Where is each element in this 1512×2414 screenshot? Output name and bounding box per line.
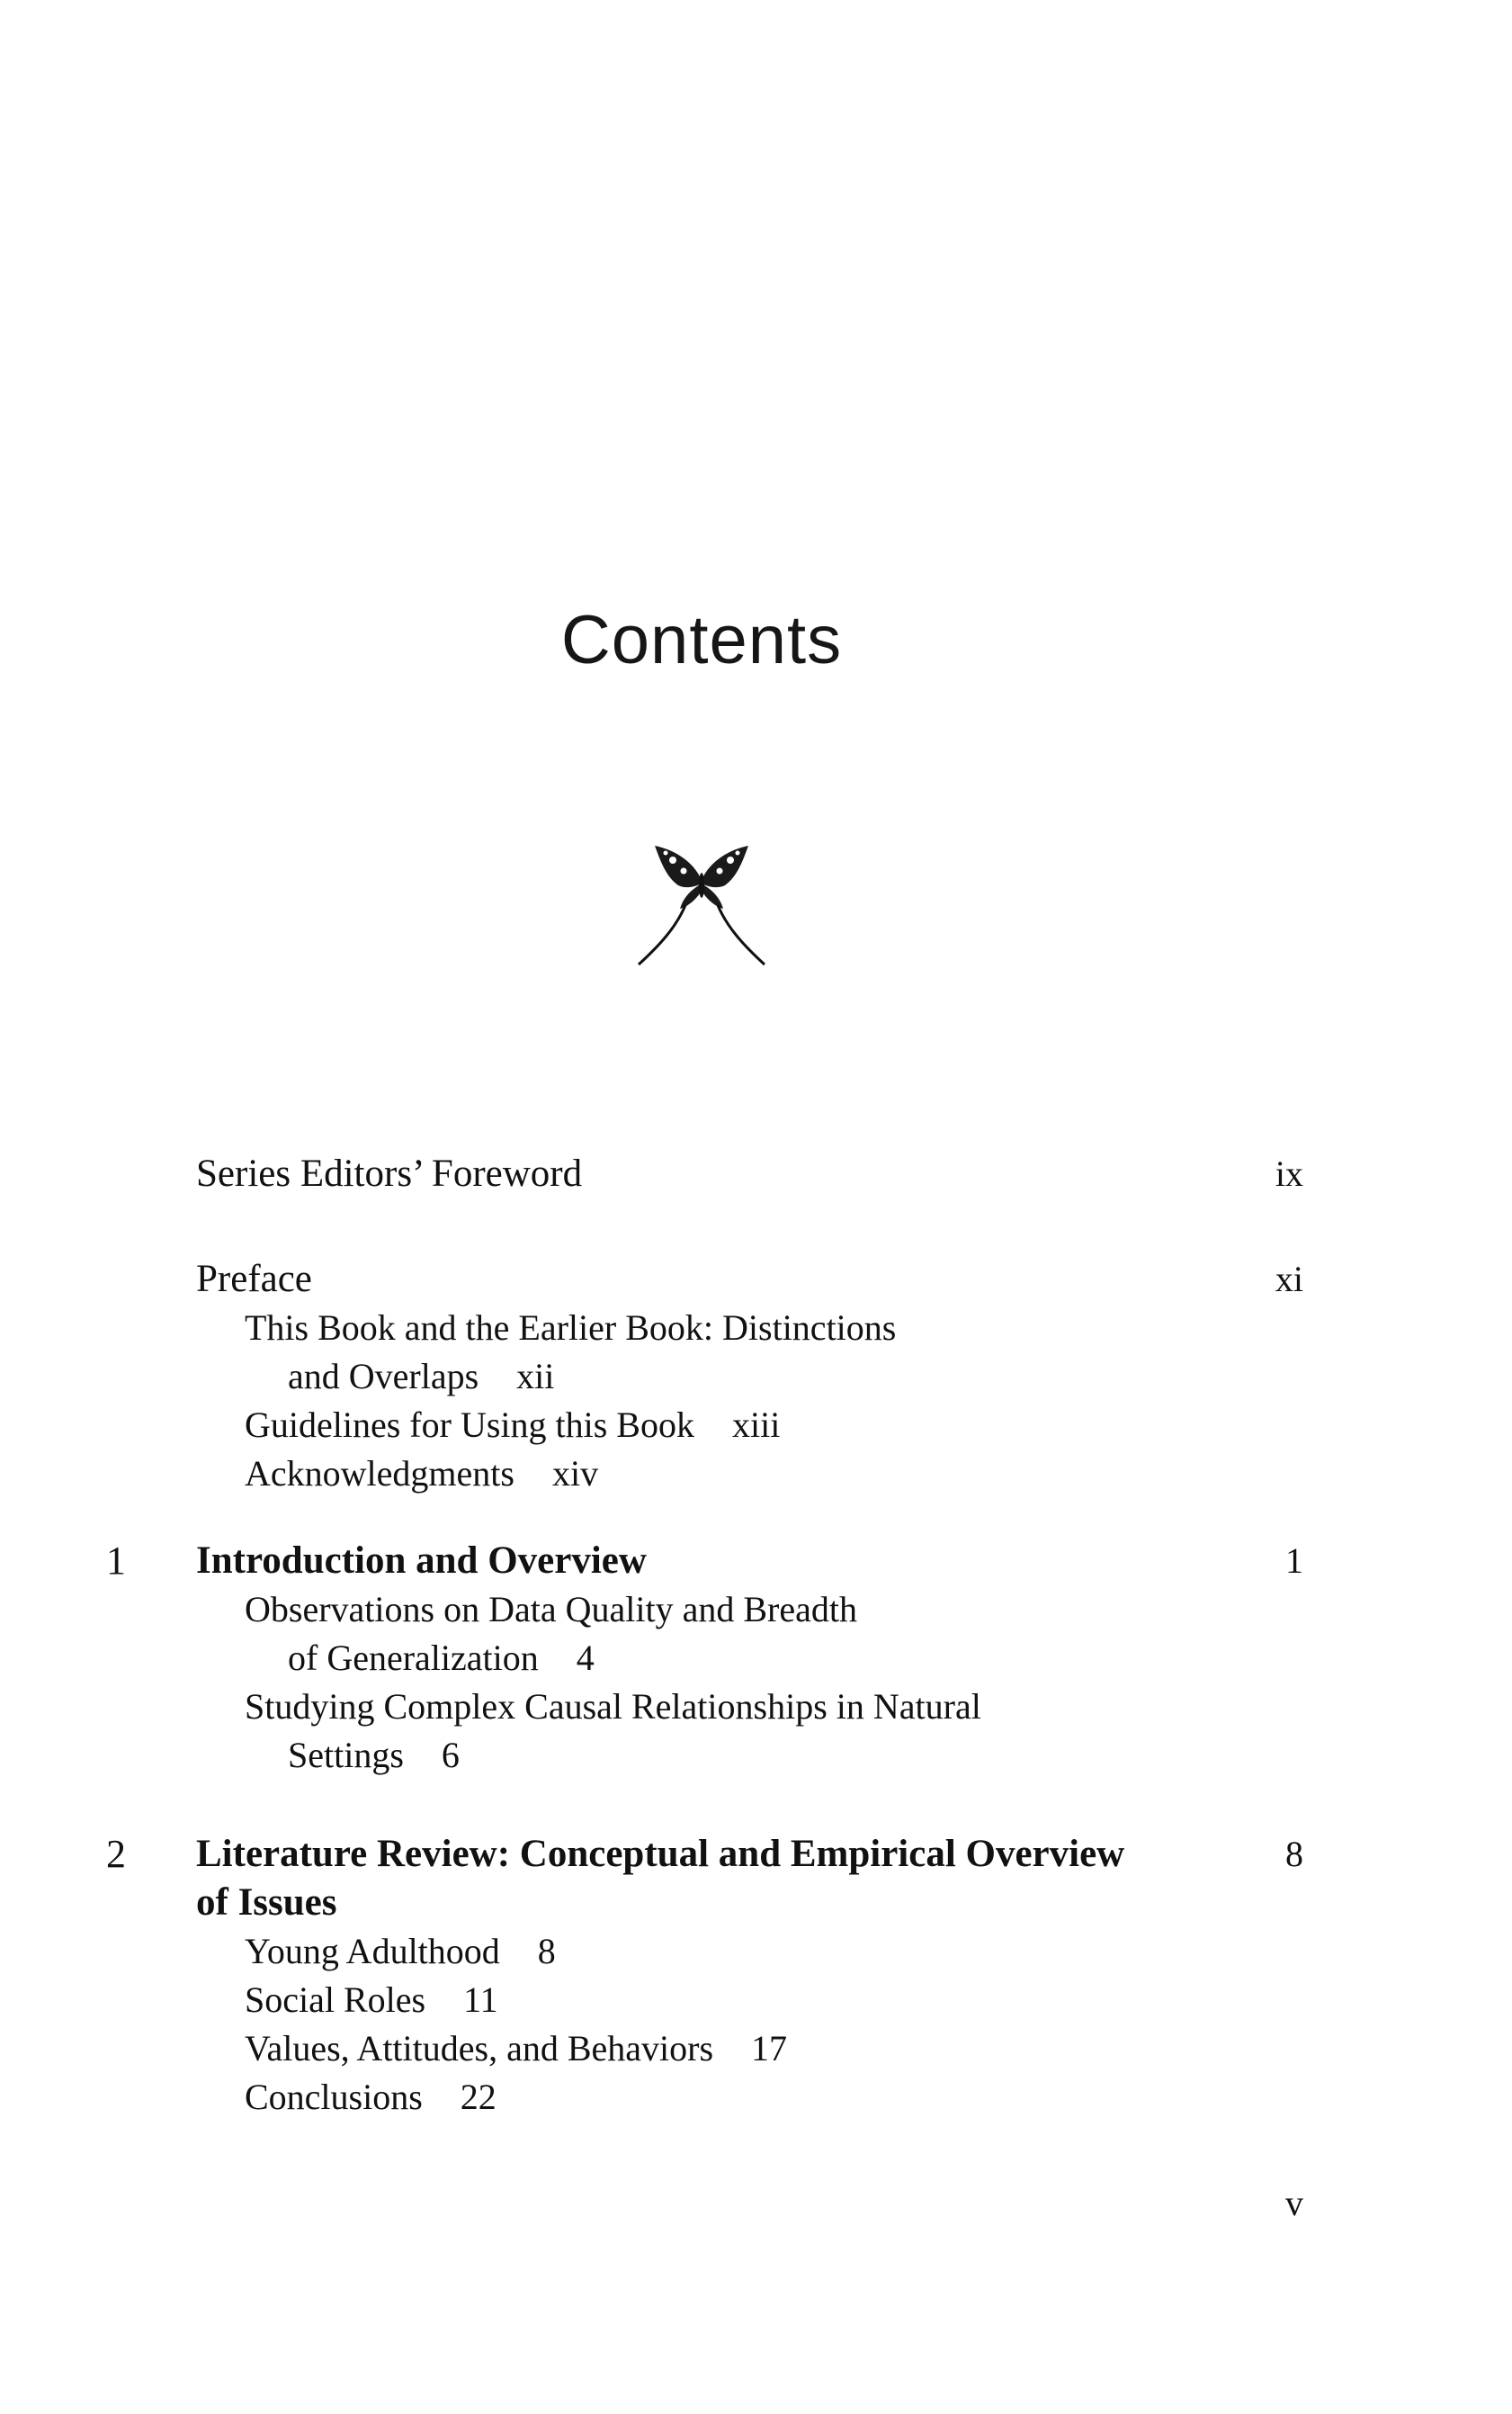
toc-subentry-page: 8 <box>537 1931 556 1971</box>
toc-subentry-page: xiii <box>731 1404 781 1445</box>
toc-heading-line-continued: of Issues <box>196 1881 337 1924</box>
page-title: Contents <box>560 602 843 678</box>
toc-subentry-title: Conclusions <box>245 2077 423 2117</box>
toc-subentry-title: This Book and the Earlier Book: Distinctions <box>245 1307 897 1348</box>
chapter-number: 1 <box>106 1539 126 1583</box>
toc-subentry-title: Guidelines for Using this Book <box>245 1404 694 1445</box>
toc-subentry <box>245 2024 1234 2073</box>
toc-subentry-title-continued: of Generalization <box>288 1638 539 1678</box>
toc-subentry <box>245 1683 1234 1780</box>
toc-subentry-title: Studying Complex Causal Relationships in Natural <box>245 1686 981 1727</box>
toc-subentry <box>245 1976 1234 2024</box>
toc-subentry-page: 4 <box>576 1638 595 1678</box>
toc-subentry-page: 6 <box>441 1735 460 1775</box>
toc-subentry-page: xiv <box>551 1453 599 1494</box>
toc-subentry-title-continued: Settings <box>288 1735 404 1775</box>
chapter-number: 2 <box>106 1832 126 1876</box>
toc-subentry <box>245 1585 1234 1683</box>
toc-heading: Introduction and Overview <box>196 1539 647 1582</box>
page-folio: v <box>1285 2183 1303 2223</box>
toc-subentry <box>245 2073 1234 2122</box>
toc-page-number: 8 <box>1285 1834 1303 1874</box>
toc-subentry-page: 17 <box>751 2028 788 2069</box>
toc-subentry <box>245 1927 1234 1976</box>
toc-heading <box>196 1830 1185 1927</box>
toc-heading: Series Editors’ Foreword <box>196 1153 583 1195</box>
toc-page-number: xi <box>1275 1259 1303 1299</box>
toc-subentry <box>245 1401 1234 1449</box>
toc-subentry-title: Young Adulthood <box>245 1931 500 1971</box>
toc-subentry <box>245 1449 1234 1498</box>
toc-subentry-page: xii <box>516 1356 555 1396</box>
toc-subentry-title: Social Roles <box>245 1979 426 2020</box>
toc-page-number: 1 <box>1285 1540 1303 1581</box>
toc-subentry-title: Acknowledgments <box>245 1453 514 1494</box>
toc-heading-line: Literature Review: Conceptual and Empirical Overview <box>196 1833 1125 1875</box>
toc-page-number: ix <box>1275 1153 1303 1194</box>
toc-subentry <box>245 1304 1234 1401</box>
toc-subentry-title-continued: and Overlaps <box>288 1356 479 1396</box>
toc-subentry-title: Observations on Data Quality and Breadth <box>245 1589 857 1629</box>
toc-subentry-page: 22 <box>460 2077 497 2117</box>
toc-subentry-page: 11 <box>463 1979 498 2020</box>
toc-heading: Preface <box>196 1258 312 1300</box>
toc-subentry-title: Values, Attitudes, and Behaviors <box>245 2028 714 2069</box>
